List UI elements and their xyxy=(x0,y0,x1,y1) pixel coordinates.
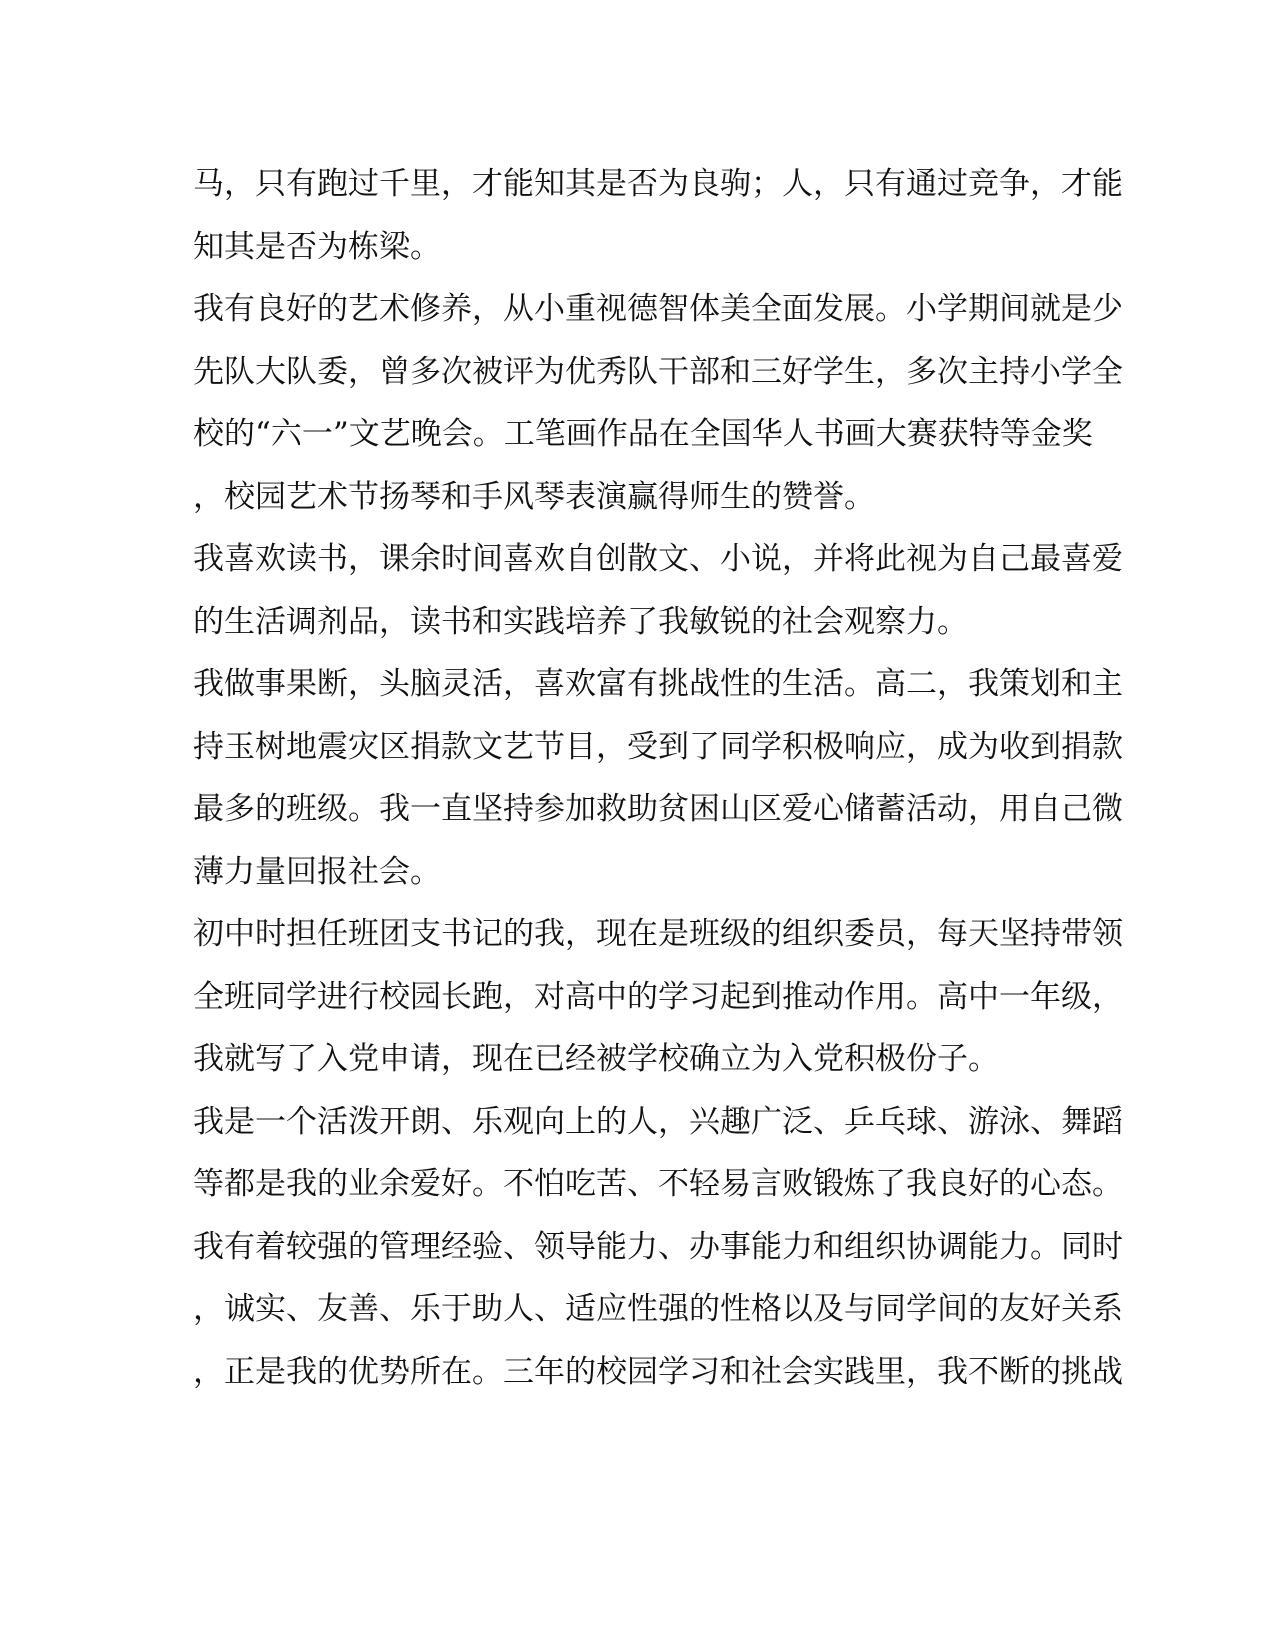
document-body xyxy=(193,153,1123,1403)
text-line: 我是一个活泼开朗、乐观向上的人，兴趣广泛、乒乓球、游泳、舞蹈 xyxy=(193,1103,1123,1140)
text-line: ，校园艺术节扬琴和手风琴表演赢得师生的赞誉。 xyxy=(193,478,875,515)
text-line: 薄力量回报社会。 xyxy=(193,853,441,890)
text-line: 持玉树地震灾区捐款文艺节目，受到了同学积极响应，成为收到捐款 xyxy=(193,728,1123,765)
text-line: ，诚实、友善、乐于助人、适应性强的性格以及与同学间的友好关系 xyxy=(193,1291,1123,1327)
text-line: 我有良好的艺术修养，从小重视德智体美全面发展。小学期间就是少 xyxy=(193,291,1123,327)
text-line: 最多的班级。我一直坚持参加救助贫困山区爱心储蓄活动，用自己微 xyxy=(193,791,1123,827)
text-line: 我就写了入党申请，现在已经被学校确立为入党积极份子。 xyxy=(193,1041,999,1077)
text-line: 的生活调剂品，读书和实践培养了我敏锐的社会观察力。 xyxy=(193,603,968,640)
text-line: 马，只有跑过千里，才能知其是否为良驹；人，只有通过竞争，才能 xyxy=(193,166,1123,202)
text-line: 先队大队委，曾多次被评为优秀队干部和三好学生，多次主持小学全 xyxy=(193,353,1123,390)
text-line: ，正是我的优势所在。三年的校园学习和社会实践里，我不断的挑战 xyxy=(193,1353,1123,1390)
text-line: 全班同学进行校园长跑，对高中的学习起到推动作用。高中一年级， xyxy=(193,978,1123,1015)
text-line: 知其是否为栋梁。 xyxy=(193,228,441,265)
text-line: 我有着较强的管理经验、领导能力、办事能力和组织协调能力。同时 xyxy=(193,1228,1123,1265)
text-line: 我喜欢读书，课余时间喜欢自创散文、小说，并将此视为自己最喜爱 xyxy=(193,541,1123,577)
text-line: 等都是我的业余爱好。不怕吃苦、不轻易言败锻炼了我良好的心态。 xyxy=(193,1166,1123,1202)
text-line: 我做事果断，头脑灵活，喜欢富有挑战性的生活。高二，我策划和主 xyxy=(193,666,1123,702)
text-line: 校的“六一”文艺晚会。工笔画作品在全国华人书画大赛获特等金奖 xyxy=(193,416,1093,452)
text-line: 初中时担任班团支书记的我，现在是班级的组织委员，每天坚持带领 xyxy=(193,916,1123,952)
